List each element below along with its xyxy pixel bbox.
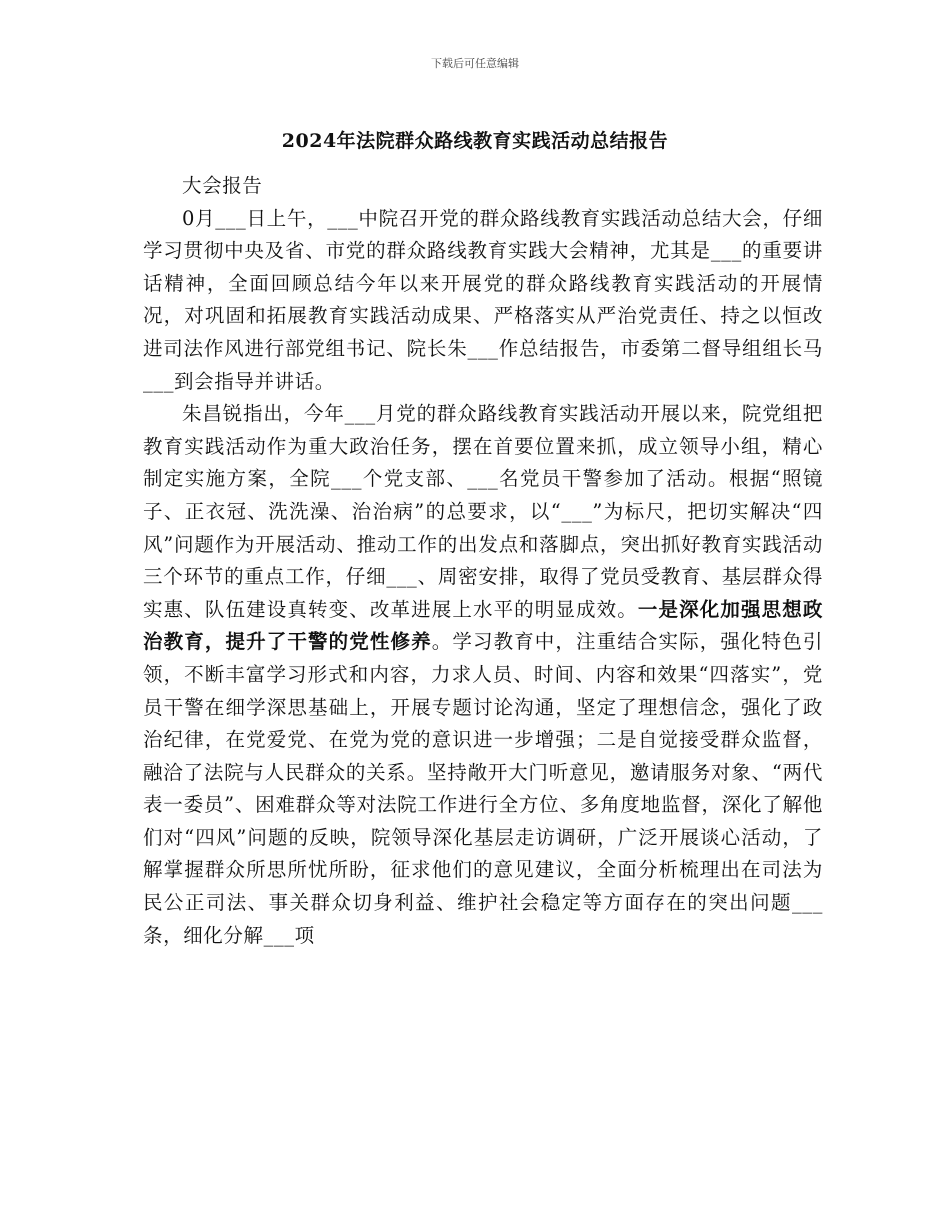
paragraph-2-part-1: 朱昌锐指出，今年___月党的群众路线教育实践活动开展以来，院党组把教育实践活动作为重大政治任务，摆在首要位置来抓，成立领导小组，精心制定实施方案，全院___个党支部、___名党员干警参加了活动。根据“照镜子、正衣冠、洗洗澡、治治病”的总要求，以“___”为标尺，把切实解决“四风”问题作为开展活动、推动工作的出发点和落脚点，突出抓好教育实践活动三个环节的重点工作，仔细___、周密安排，取得了党员受教育、基层群众得实惠、队伍建设真转变、改革进展上水平的明显成效。 — [143, 402, 823, 621]
header-note: 下载后可任意编辑 — [431, 57, 519, 70]
paragraph-2-part-2: 。学习教育中，注重结合实际，强化特色引领，不断丰富学习形式和内容，力求人员、时间、内容和效果“四落实”，党员干警在细学深思基础上，开展专题讨论沟通，坚定了理想信念，强化了政治纪律，在党爱党、在党为党的意识进一步增强；二是自觉接受群众监督，融洽了法院与人民群众的关系。坚持敞开大门听意见，邀请服务对象、“两代表一委员”、困难群众等对法院工作进行全方位、多角度地监督，深化了解他们对“四风”问题的反映，院领导深化基层走访调研，广泛开展谈心活动，了解掌握群众所思所忧所盼，征求他们的意见建议，全面分析梳理出在司法为民公正司法、事关群众切身利益、维护社会稳定等方面存在的突出问题___条，细化分解___项 — [143, 630, 823, 947]
paragraph-1: 0月___日上午，___中院召开党的群众路线教育实践活动总结大会，仔细学习贯彻中央及省、市党的群众路线教育实践大会精神，尤其是___的重要讲话精神，全面回顾总结今年以来开展党的群众路线教育实践活动的开展情况，对巩固和拓展教育实践活动成果、严格落实从严治党责任、持之以恒改进司法作风进行部党组书记、院长朱___作总结报告，市委第二督导组组长马___到会指导并讲话。 — [143, 206, 823, 393]
document-subtitle: 大会报告 — [182, 174, 263, 197]
paragraph-2-bold-heading: 一是深化加强思想政治教育，提升了干警的党性修养 — [143, 597, 823, 654]
paragraph-2 — [143, 398, 823, 952]
document-title: 2024年法院群众路线教育实践活动总结报告 — [281, 130, 669, 152]
document-body — [143, 170, 823, 952]
